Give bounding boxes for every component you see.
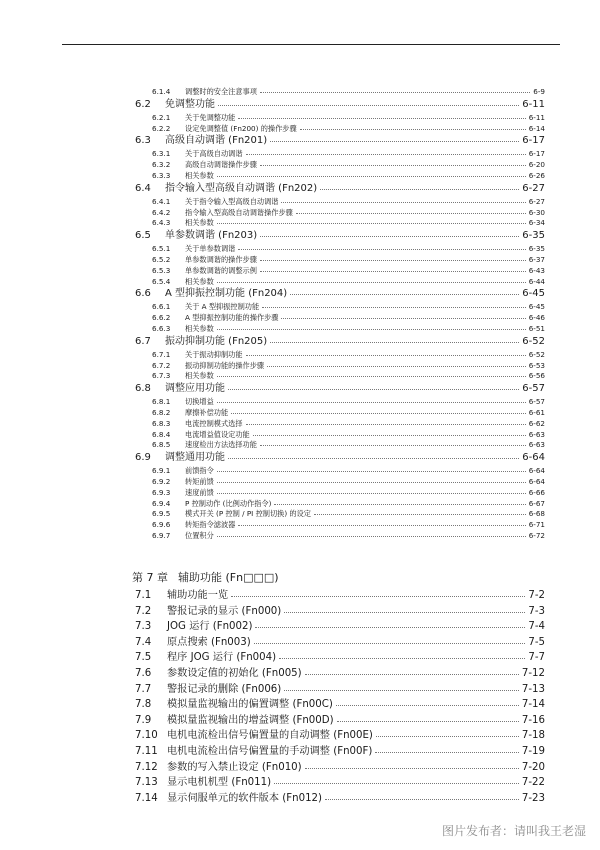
toc-entry-number: 6.8.5 bbox=[152, 440, 171, 450]
dot-leader bbox=[217, 535, 526, 537]
toc-entry-page: 6-11 bbox=[528, 112, 545, 122]
toc-subsection[interactable] bbox=[152, 371, 545, 381]
dot-leader bbox=[300, 128, 526, 130]
toc-entry-title: 相关参数 bbox=[185, 218, 214, 228]
dot-leader bbox=[375, 751, 519, 753]
toc-entry-page: 7-23 bbox=[521, 792, 545, 804]
dot-leader bbox=[320, 188, 519, 190]
toc-entry-number: 6.9.4 bbox=[152, 498, 171, 508]
toc-subsection[interactable] bbox=[152, 87, 545, 97]
toc-entry-number: 6.5 bbox=[135, 230, 151, 242]
toc-entry-page: 6-52 bbox=[522, 335, 545, 347]
toc-entry-page: 6-30 bbox=[528, 207, 545, 217]
toc-entry-page: 6-66 bbox=[528, 487, 545, 497]
toc-entry-number: 6.7.2 bbox=[152, 360, 171, 370]
dot-leader bbox=[228, 388, 519, 390]
toc-subsection[interactable] bbox=[152, 509, 545, 519]
toc-entry-number: 7.1 bbox=[135, 590, 152, 601]
toc-entry-number: 6.6.3 bbox=[152, 324, 171, 333]
dot-leader bbox=[305, 673, 519, 675]
toc-section[interactable] bbox=[135, 134, 545, 148]
toc-entry-title: 关于振动抑制功能 bbox=[185, 349, 243, 359]
dot-leader bbox=[284, 689, 519, 691]
toc-entry-number: 6.5.4 bbox=[152, 276, 171, 286]
toc-entry-page: 6-9 bbox=[533, 87, 545, 96]
toc-entry-number: 6.5.1 bbox=[152, 244, 171, 254]
toc-entry-title: 相关参数 bbox=[185, 371, 214, 381]
toc-entry-page: 6-27 bbox=[528, 196, 545, 206]
toc-entry-title: P 控制动作 (比例动作指令) bbox=[185, 498, 272, 508]
toc-subsection[interactable] bbox=[152, 350, 545, 360]
toc-entry-page: 6-17 bbox=[528, 149, 545, 159]
toc-entry-title: 电流控制模式选择 bbox=[185, 418, 243, 428]
toc-entry-number: 6.1.4 bbox=[152, 87, 171, 96]
dot-leader bbox=[218, 104, 519, 106]
toc-entry-page: 6-61 bbox=[528, 408, 545, 417]
toc-entry-number: 6.6 bbox=[135, 288, 151, 300]
dot-leader bbox=[281, 201, 525, 203]
toc-entry-number: 6.9 bbox=[135, 452, 151, 464]
toc-section[interactable] bbox=[135, 229, 545, 243]
toc-entry-title: 关于免调整功能 bbox=[185, 112, 236, 122]
dot-leader bbox=[260, 91, 530, 93]
toc-subsection[interactable] bbox=[152, 277, 545, 287]
toc-entry-number: 6.4 bbox=[135, 182, 151, 194]
toc-entry-title: 振动抑制功能 (Fn205) bbox=[165, 335, 268, 347]
dot-leader bbox=[262, 306, 526, 308]
toc-entry-number: 6.8.1 bbox=[152, 397, 171, 407]
toc-entry-page: 6-52 bbox=[528, 349, 545, 359]
toc-entry-page: 7-5 bbox=[528, 636, 545, 648]
toc-subsection[interactable] bbox=[152, 149, 545, 159]
toc-entry-number: 6.4.2 bbox=[152, 207, 171, 217]
toc-entry-page: 6-46 bbox=[528, 313, 545, 323]
toc-entry-title: 调整通用功能 bbox=[165, 452, 225, 464]
toc-entry-title: 原点搜索 (Fn003) bbox=[167, 636, 251, 648]
dot-leader bbox=[274, 503, 525, 505]
toc-entry-title: 速度检出方法选择功能 bbox=[185, 440, 257, 450]
toc-entry-page: 6-45 bbox=[528, 302, 545, 312]
dot-leader bbox=[267, 365, 526, 367]
toc-entry-number: 7.6 bbox=[135, 668, 152, 679]
toc-entry-number: 6.5.2 bbox=[152, 255, 171, 264]
toc-entry-title: 调整应用功能 bbox=[165, 383, 225, 395]
toc-entry-title: JOG 运行 (Fn002) bbox=[167, 621, 253, 633]
dot-leader bbox=[254, 642, 526, 644]
toc-entry-title: 电机电流检出信号偏置量的手动调整 (Fn00F) bbox=[167, 746, 373, 757]
toc-entry-title: 模拟量监视输出的增益调整 (Fn00D) bbox=[167, 714, 334, 726]
toc-entry-number: 7.7 bbox=[135, 683, 152, 695]
toc-entry-page: 6-35 bbox=[522, 230, 545, 242]
toc-entry-number: 6.8 bbox=[135, 383, 151, 395]
dot-leader bbox=[281, 317, 525, 319]
toc-entry-page: 7-14 bbox=[521, 699, 545, 711]
dot-leader bbox=[217, 175, 526, 177]
toc-entry-page: 6-14 bbox=[528, 123, 545, 133]
toc-entry-title: 关于单参数调谐 bbox=[185, 244, 236, 254]
dot-leader bbox=[238, 117, 525, 119]
toc-entry-title: 关于指令输入型高级自动调谐 bbox=[185, 196, 279, 206]
toc-section[interactable] bbox=[135, 287, 545, 301]
toc-subsection[interactable] bbox=[152, 488, 545, 498]
toc-entry-title: 相关参数 bbox=[185, 324, 214, 333]
toc-subsection[interactable] bbox=[152, 499, 545, 509]
toc-entry-title: 警报记录的显示 (Fn000) bbox=[167, 605, 282, 617]
dot-leader bbox=[260, 164, 526, 166]
toc-entry-page: 7-20 bbox=[521, 761, 545, 773]
dot-leader bbox=[260, 270, 526, 272]
toc-entry-title: 高级自动调谐 (Fn201) bbox=[165, 135, 268, 147]
toc-entry-title: 单参数调谐的调整示例 bbox=[185, 265, 257, 275]
toc-entry-page: 6-45 bbox=[522, 288, 545, 300]
toc-entry-title: 关于高级自动调谐 bbox=[185, 149, 243, 159]
dot-leader bbox=[246, 354, 526, 356]
toc-subsection[interactable] bbox=[152, 244, 545, 254]
toc-entry-title: 相关参数 bbox=[185, 171, 214, 180]
toc-entry-number: 6.5.3 bbox=[152, 265, 171, 275]
chapter-7-title: 辅助功能 (Fn□□□) bbox=[178, 571, 279, 584]
toc-entry-number: 7.8 bbox=[135, 699, 152, 711]
toc-subsection[interactable] bbox=[152, 477, 545, 487]
dot-leader bbox=[253, 434, 526, 436]
watermark: 图片发布者：请叫我王老湿 bbox=[441, 824, 586, 838]
toc-entry-number: 6.4.3 bbox=[152, 218, 171, 228]
toc-subsection[interactable] bbox=[152, 171, 545, 181]
dot-leader bbox=[217, 470, 526, 472]
dot-leader bbox=[279, 657, 525, 659]
toc-subsection[interactable] bbox=[152, 520, 545, 530]
toc-entry-number: 6.3 bbox=[135, 135, 151, 147]
toc-entry-page: 6-63 bbox=[528, 440, 545, 450]
toc-entry-title: 设定免调整值 (Fn200) 的操作步骤 bbox=[185, 123, 297, 133]
toc-entry-title: 相关参数 bbox=[185, 276, 214, 286]
toc-entry-page: 6-44 bbox=[528, 276, 545, 286]
toc-subsection[interactable] bbox=[152, 124, 545, 134]
dot-leader bbox=[274, 782, 519, 784]
dot-leader bbox=[255, 626, 525, 628]
toc-entry-title: 振动抑制功能的操作步骤 bbox=[185, 360, 265, 370]
toc-chapter7-section[interactable] bbox=[135, 790, 545, 808]
toc-entry-page: 7-13 bbox=[521, 683, 545, 695]
toc-entry-title: 转矩指令滤波器 bbox=[185, 520, 236, 530]
dot-leader bbox=[284, 611, 525, 613]
toc-entry-number: 6.9.3 bbox=[152, 487, 171, 497]
dot-leader bbox=[337, 720, 519, 722]
dot-leader bbox=[290, 293, 519, 295]
toc-entry-number: 6.3.3 bbox=[152, 171, 171, 180]
dot-leader bbox=[238, 524, 525, 526]
dot-leader bbox=[246, 423, 526, 425]
toc-section[interactable] bbox=[135, 182, 545, 196]
dot-leader bbox=[217, 328, 526, 330]
dot-leader bbox=[231, 412, 526, 414]
toc-entry-page: 6-34 bbox=[528, 218, 545, 228]
toc-entry-number: 6.7.3 bbox=[152, 371, 171, 381]
toc-entry-title: 高级自动调谐操作步骤 bbox=[185, 160, 257, 170]
toc-section[interactable] bbox=[135, 451, 545, 465]
toc-entry-page: 6-17 bbox=[522, 135, 545, 147]
toc-entry-page: 7-18 bbox=[521, 730, 545, 742]
toc-entry-page: 6-51 bbox=[528, 324, 545, 333]
toc-entry-title: 模拟量监视输出的偏置调整 (Fn00C) bbox=[167, 699, 333, 711]
toc-subsection[interactable] bbox=[152, 266, 545, 276]
dot-leader bbox=[217, 401, 526, 403]
toc-entry-number: 6.3.2 bbox=[152, 160, 171, 170]
dot-leader bbox=[217, 281, 526, 283]
toc-entry-title: 参数设定值的初始化 (Fn005) bbox=[167, 668, 302, 679]
toc-entry-number: 6.9.5 bbox=[152, 509, 171, 519]
toc-entry-page: 6-63 bbox=[528, 429, 545, 439]
toc-entry-number: 7.9 bbox=[135, 714, 152, 726]
dot-leader bbox=[217, 481, 526, 483]
toc-entry-page: 7-3 bbox=[528, 605, 545, 617]
toc-subsection[interactable] bbox=[152, 255, 545, 265]
toc-section[interactable] bbox=[135, 98, 545, 112]
toc-entry-page: 6-43 bbox=[528, 265, 545, 275]
toc-entry-title: 关于 A 型抑振控制功能 bbox=[185, 302, 260, 312]
toc-entry-page: 6-64 bbox=[528, 477, 545, 486]
toc-entry-page: 7-12 bbox=[521, 668, 545, 679]
toc-entry-title: 免调整功能 bbox=[165, 98, 215, 110]
toc-entry-number: 6.9.7 bbox=[152, 531, 171, 540]
dot-leader bbox=[246, 153, 526, 155]
toc-subsection[interactable] bbox=[152, 397, 545, 407]
toc-entry-title: 电机电流检出信号偏置量的自动调整 (Fn00E) bbox=[167, 730, 373, 742]
toc-entry-page: 6-64 bbox=[528, 466, 545, 476]
dot-leader bbox=[325, 798, 519, 800]
toc-entry-title: 摩擦补偿功能 bbox=[185, 408, 229, 417]
toc-subsection[interactable] bbox=[152, 302, 545, 312]
toc-entry-title: 指令输入型高级自动调谐 (Fn202) bbox=[165, 182, 318, 194]
toc-subsection[interactable] bbox=[152, 531, 545, 541]
toc-entry-page: 6-53 bbox=[528, 360, 545, 370]
chapter-7-label: 第 7 章 bbox=[132, 571, 168, 584]
toc-entry-number: 6.2.2 bbox=[152, 123, 171, 133]
dot-leader bbox=[217, 492, 526, 494]
toc-entry-page: 6-72 bbox=[528, 531, 545, 540]
toc-entry-title: 警报记录的删除 (Fn006) bbox=[167, 683, 282, 695]
toc-entry-page: 6-71 bbox=[528, 520, 545, 530]
dot-leader bbox=[217, 222, 526, 224]
toc-entry-page: 6-35 bbox=[528, 244, 545, 254]
toc-entry-page: 7-4 bbox=[528, 621, 545, 633]
toc-entry-title: 模式开关 (P 控制 / PI 控制切换) 的设定 bbox=[185, 509, 311, 519]
toc-entry-number: 6.2.1 bbox=[152, 112, 171, 122]
toc-entry-page: 7-2 bbox=[528, 590, 545, 601]
toc-entry-page: 7-22 bbox=[521, 777, 545, 789]
toc-entry-title: 显示电机机型 (Fn011) bbox=[167, 777, 272, 789]
toc-subsection[interactable] bbox=[152, 466, 545, 476]
toc-entry-number: 6.8.4 bbox=[152, 429, 171, 439]
chapter-7-heading bbox=[132, 570, 279, 586]
toc-entry-page: 6-67 bbox=[528, 498, 545, 508]
toc-entry-title: 指令输入型高级自动调谐操作步骤 bbox=[185, 207, 293, 217]
toc-section[interactable] bbox=[135, 382, 545, 396]
dot-leader bbox=[217, 375, 526, 377]
toc-entry-title: 电流增益值设定功能 bbox=[185, 429, 250, 439]
toc-entry-page: 6-11 bbox=[522, 98, 545, 110]
toc-entry-title: 转矩前馈 bbox=[185, 477, 214, 486]
toc-entry-page: 6-62 bbox=[528, 418, 545, 428]
toc-entry-title: 程序 JOG 运行 (Fn004) bbox=[167, 652, 277, 664]
dot-leader bbox=[305, 767, 519, 769]
toc-subsection[interactable] bbox=[152, 440, 545, 450]
toc-entry-page: 7-19 bbox=[521, 746, 545, 757]
toc-entry-number: 6.2 bbox=[135, 98, 151, 110]
toc-entry-number: 6.9.6 bbox=[152, 520, 171, 530]
toc-subsection[interactable] bbox=[152, 430, 545, 440]
toc-entry-page: 6-27 bbox=[522, 182, 545, 194]
toc-entry-number: 6.8.3 bbox=[152, 418, 171, 428]
toc-entry-number: 7.5 bbox=[135, 652, 152, 664]
toc-section[interactable] bbox=[135, 335, 545, 349]
toc-subsection[interactable] bbox=[152, 313, 545, 323]
toc-entry-page: 6-64 bbox=[522, 452, 545, 464]
toc-entry-title: 单参数调谐的操作步骤 bbox=[185, 255, 257, 264]
toc-entry-number: 7.11 bbox=[135, 746, 158, 757]
toc-entry-page: 6-68 bbox=[528, 509, 545, 519]
toc-entry-page: 6-20 bbox=[528, 160, 545, 170]
dot-leader bbox=[228, 457, 519, 459]
toc-entry-number: 7.4 bbox=[135, 636, 152, 648]
toc-entry-page: 7-7 bbox=[528, 652, 545, 664]
toc-subsection[interactable] bbox=[152, 113, 545, 123]
toc-entry-number: 7.10 bbox=[135, 730, 158, 742]
dot-leader bbox=[260, 444, 526, 446]
toc-entry-page: 7-16 bbox=[521, 714, 545, 726]
toc-entry-number: 7.13 bbox=[135, 777, 158, 789]
toc-entry-title: 单参数调谐 (Fn203) bbox=[165, 230, 258, 242]
dot-leader bbox=[260, 259, 526, 261]
toc-entry-title: 参数的写入禁止设定 (Fn010) bbox=[167, 761, 302, 773]
toc-entry-number: 7.2 bbox=[135, 605, 152, 617]
toc-entry-title: 切换增益 bbox=[185, 397, 214, 407]
toc-entry-number: 6.9.2 bbox=[152, 477, 171, 486]
toc-entry-page: 6-57 bbox=[528, 397, 545, 407]
toc-entry-title: A 型抑振控制功能 (Fn204) bbox=[165, 288, 288, 300]
toc-subsection[interactable] bbox=[152, 419, 545, 429]
dot-leader bbox=[260, 235, 519, 237]
toc-entry-number: 6.6.1 bbox=[152, 302, 171, 312]
toc-entry-title: A 型抑振控制功能的操作步骤 bbox=[185, 313, 279, 323]
toc-subsection[interactable] bbox=[152, 160, 545, 170]
dot-leader bbox=[314, 513, 526, 515]
toc-entry-title: 显示伺服单元的软件版本 (Fn012) bbox=[167, 792, 323, 804]
dot-leader bbox=[238, 248, 525, 250]
toc-entry-number: 7.12 bbox=[135, 761, 158, 773]
toc-entry-number: 7.3 bbox=[135, 621, 152, 633]
toc-entry-page: 6-57 bbox=[522, 383, 545, 395]
toc-entry-title: 速度前馈 bbox=[185, 487, 214, 497]
toc-subsection[interactable] bbox=[152, 361, 545, 371]
toc-entry-number: 6.3.1 bbox=[152, 149, 171, 159]
dot-leader bbox=[376, 735, 519, 737]
toc-entry-number: 7.14 bbox=[135, 792, 158, 804]
dot-leader bbox=[270, 341, 519, 343]
toc-entry-number: 6.8.2 bbox=[152, 408, 171, 417]
toc-entry-number: 6.9.1 bbox=[152, 466, 171, 476]
toc-entry-number: 6.6.2 bbox=[152, 313, 171, 323]
toc-entry-number: 6.7 bbox=[135, 335, 151, 347]
toc-entry-page: 6-26 bbox=[528, 171, 545, 180]
toc-entry-number: 6.7.1 bbox=[152, 349, 171, 359]
toc-subsection[interactable] bbox=[152, 408, 545, 418]
toc-entry-title: 辅助功能一览 bbox=[167, 590, 229, 601]
toc-subsection[interactable] bbox=[152, 197, 545, 207]
toc-subsection[interactable] bbox=[152, 208, 545, 218]
toc-entry-title: 调整时的安全注意事项 bbox=[185, 87, 257, 96]
toc-entry-title: 位置积分 bbox=[185, 531, 214, 540]
toc-entry-number: 6.4.1 bbox=[152, 196, 171, 206]
dot-leader bbox=[336, 704, 519, 706]
toc-subsection[interactable] bbox=[152, 218, 545, 228]
toc-entry-title: 前馈指令 bbox=[185, 466, 214, 476]
toc-entry-page: 6-37 bbox=[528, 255, 545, 264]
dot-leader bbox=[296, 212, 526, 214]
toc-entry-page: 6-56 bbox=[528, 371, 545, 381]
header-rule bbox=[62, 44, 560, 45]
dot-leader bbox=[231, 595, 525, 597]
dot-leader bbox=[270, 140, 519, 142]
toc-subsection[interactable] bbox=[152, 324, 545, 334]
